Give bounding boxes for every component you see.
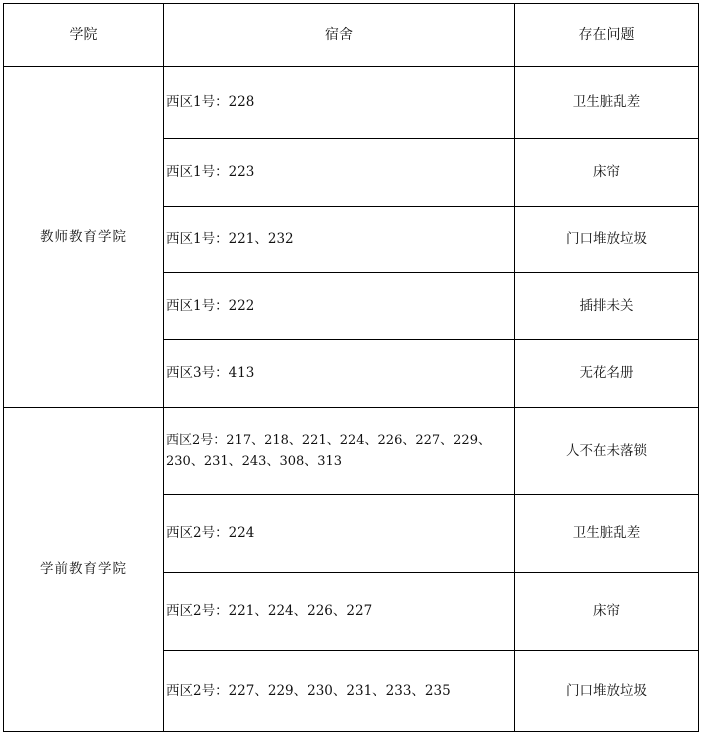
column-header-college: 学院 — [69, 26, 98, 43]
dormitory-cell: 西区3号：413 — [166, 365, 255, 381]
dormitory-cell: 西区2号：221、224、226、227 — [166, 603, 373, 619]
college-cell: 学前教育学院 — [40, 561, 127, 577]
table-border-right — [698, 3, 699, 732]
issue-cell: 无花名册 — [579, 365, 634, 381]
column-header-issue: 存在问题 — [578, 26, 635, 43]
dormitory-cell: 西区2号：224 — [166, 525, 255, 541]
dormitory-cell: 西区1号：221、232 — [166, 231, 294, 247]
table-border-bottom — [3, 731, 699, 732]
issue-cell: 卫生脏乱差 — [572, 94, 641, 110]
issue-cell: 卫生脏乱差 — [572, 525, 641, 541]
dormitory-cell: 西区1号：228 — [166, 94, 255, 110]
issue-cell: 插排未关 — [579, 297, 634, 314]
dormitory-cell: 西区1号：222 — [166, 297, 255, 314]
dormitory-cell: 西区1号：223 — [166, 164, 255, 180]
dormitory-cell: 西区2号：227、229、230、231、233、235 — [166, 682, 451, 699]
issue-cell: 床帘 — [593, 603, 620, 619]
column-header-dormitory: 宿舍 — [325, 26, 353, 43]
issue-cell: 人不在未落锁 — [566, 442, 647, 459]
issue-cell: 门口堆放垃圾 — [566, 682, 647, 699]
issue-cell: 门口堆放垃圾 — [566, 231, 647, 247]
dormitory-cell: 西区2号：217、218、221、224、226、227、229、230、231、243、308、313 — [166, 433, 491, 469]
college-cell: 教师教育学院 — [40, 228, 127, 245]
issue-cell: 床帘 — [593, 164, 620, 180]
